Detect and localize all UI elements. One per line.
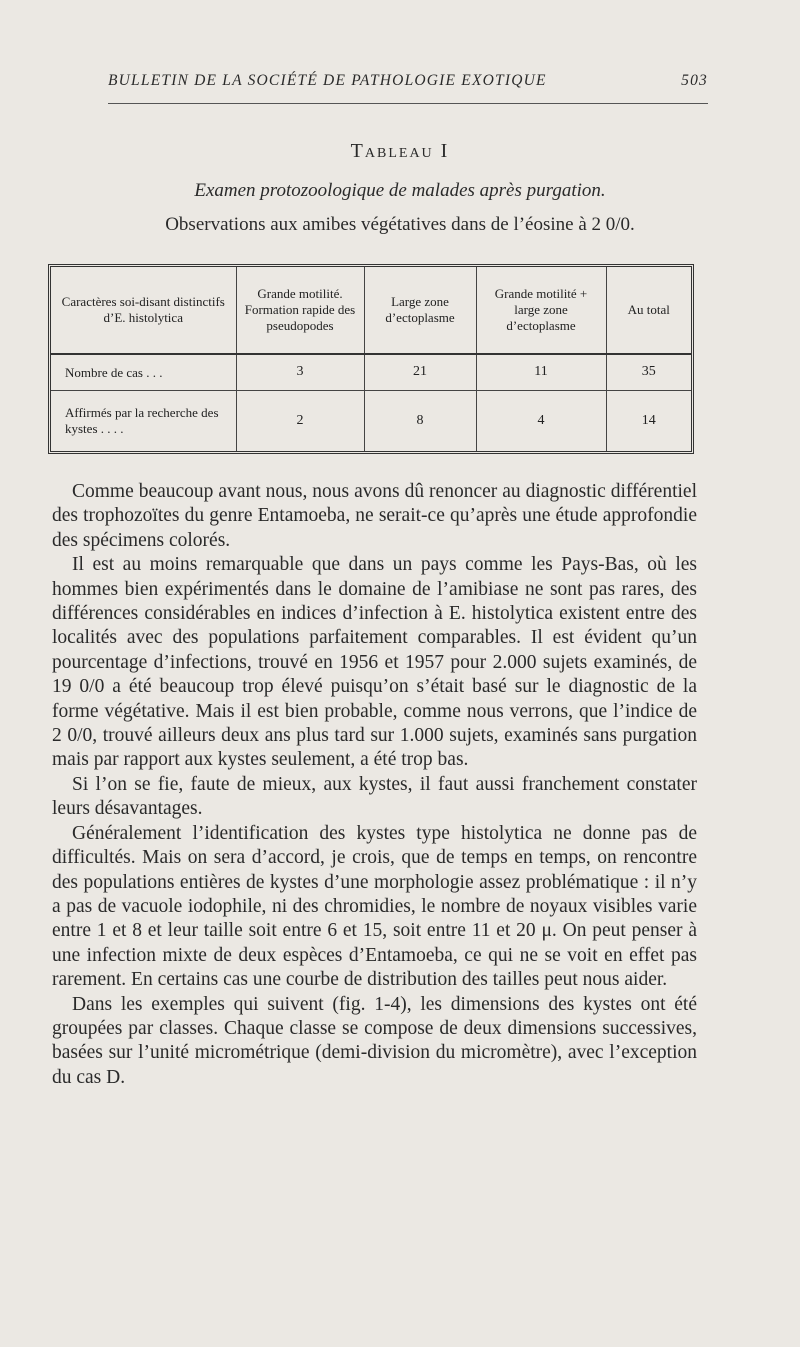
table-row: [51, 390, 691, 451]
row-label: Nombre de cas . . .: [51, 354, 236, 390]
paragraph: Généralement l’identification des kystes type histolytica ne donne pas de difficultés. Mais on sera d’accord, je crois, que de temps en temps, on rencontre des populations entières de kystes d’une morphologie assez problématique : il n’y a pas de vacuole iodophile, ni des chromidies, le nombre de noyaux visibles varie entre 1 et 8 et leur taille soit entre 6 et 15, soit entre 11 et 20 μ. On peut penser à une infection mixte de deux espèces d’Entamoeba, ce qui ne se voit en effet pas rarement. En certains cas une courbe de distribution des tailles peut nous aider.: [52, 822, 697, 991]
data-table-frame: [48, 264, 694, 454]
table-title: Tableau I: [350, 140, 450, 162]
table-cell: 2: [236, 390, 364, 451]
table-cell: 4: [476, 390, 606, 451]
running-title: BULLETIN DE LA SOCIÉTÉ DE PATHOLOGIE EXOTIQUE: [108, 72, 547, 89]
table-subtitle: Examen protozoologique de malades après purgation.: [194, 180, 606, 201]
column-header: Grande motilité. Formation rapide des pseudopodes: [236, 267, 364, 354]
body-text: [52, 480, 697, 1090]
table-row: [51, 354, 691, 390]
column-header: Large zone d’ectoplasme: [364, 267, 476, 354]
page-number: 503: [681, 72, 708, 89]
data-table: [51, 267, 691, 451]
table-header-row: [51, 267, 691, 354]
header-rule: [108, 103, 708, 104]
table-cell: 14: [606, 390, 691, 451]
table-cell: 21: [364, 354, 476, 390]
row-label: Affirmés par la recherche des kystes . . . .: [65, 405, 219, 436]
table-cell: 35: [606, 354, 691, 390]
paragraph: Dans les exemples qui suivent (fig. 1-4), les dimensions des kystes ont été groupées par classes. Chaque classe se compose de deux dimensions successives, basées sur l’unité micrométrique (demi-division du micromètre), avec l’exception du cas D.: [52, 993, 697, 1088]
table-note: Observations aux amibes végétatives dans de l’éosine à 2 0/0.: [165, 214, 635, 235]
table-cell: 8: [364, 390, 476, 451]
column-header: Caractères soi-disant distinctifs d’E. histolytica: [51, 267, 236, 354]
paragraph: Il est au moins remarquable que dans un pays comme les Pays-Bas, où les hommes bien expérimentés dans le domaine de l’amibiase ne sont pas rares, des différences considérables en indices d’infection à E. histolytica existent entre des localités avec des populations parfaitement comparables. Il est évident qu’un pourcentage d’infections, trouvé en 1956 et 1957 pour 2.000 sujets examinés, de 19 0/0 a été beaucoup trop élevé puisqu’on s’était basé sur le diagnostic de la forme végétative. Mais il est bien probable, comme nous verrons, que l’indice de 2 0/0, trouvé ailleurs deux ans plus tard sur 1.000 sujets, examinés sans purgation mais par rapport aux kystes seulement, a été trop bas.: [52, 554, 697, 771]
paragraph: Comme beaucoup avant nous, nous avons dû renoncer au diagnostic différentiel des trophozoïtes du genre Entamoeba, ne serait-ce qu’après une étude approfondie des spécimens colorés.: [52, 481, 697, 551]
table-cell: 11: [476, 354, 606, 390]
column-header: Grande motilité + large zone d’ectoplasme: [476, 267, 606, 354]
column-header: Au total: [606, 267, 691, 354]
paragraph: Si l’on se fie, faute de mieux, aux kystes, il faut aussi franchement constater leurs désavantages.: [52, 773, 697, 820]
running-header: [108, 72, 708, 90]
table-cell: 3: [236, 354, 364, 390]
